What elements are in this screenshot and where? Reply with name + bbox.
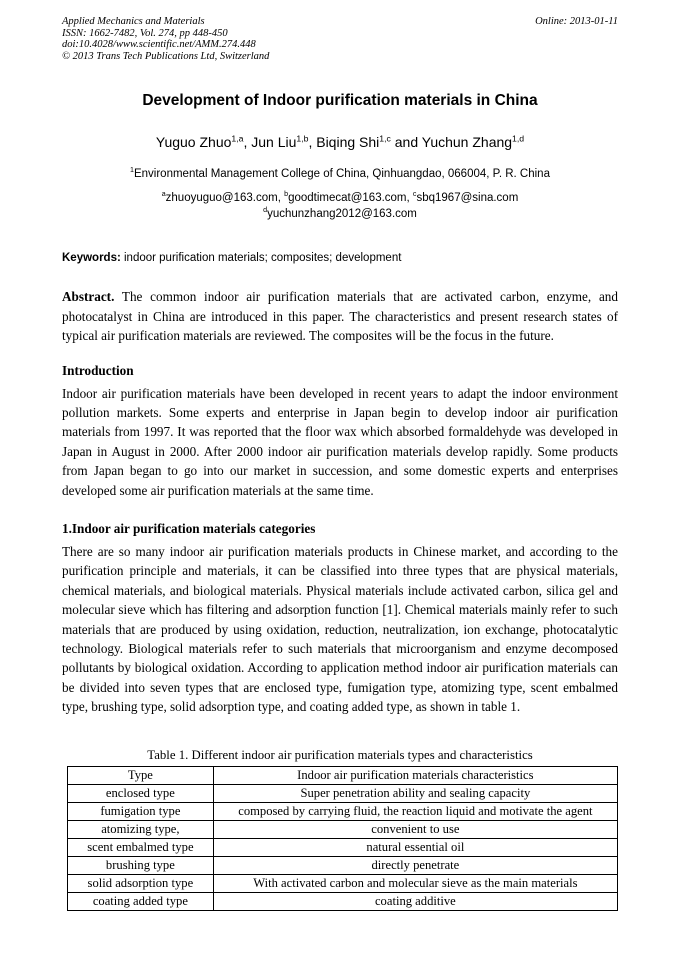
- keywords-text: indoor purification materials; composites; development: [120, 252, 402, 265]
- affiliation-sup: 1: [130, 166, 134, 175]
- paper-title: Development of Indoor purification materials in China: [142, 92, 538, 110]
- journal-doi: doi:10.4028/www.scientific.net/AMM.274.448: [62, 39, 256, 51]
- table-row: [68, 802, 618, 820]
- keywords-line: [62, 252, 618, 264]
- online-date: Online: 2013-01-11: [535, 16, 618, 27]
- keywords-label: Keywords:: [62, 252, 121, 265]
- email-sup: d: [263, 206, 268, 215]
- journal-copyright: © 2013 Trans Tech Publications Ltd, Switzerland: [62, 50, 270, 62]
- cell-characteristics: Super penetration ability and sealing capacity: [213, 784, 617, 802]
- email-address: zhuoyuguo@163.com,: [165, 192, 285, 205]
- cell-type: enclosed type: [68, 784, 214, 802]
- section-categories: [62, 521, 618, 717]
- email-address: yuchunzhang2012@163.com: [267, 208, 417, 221]
- abstract-label: Abstract.: [62, 289, 115, 305]
- emails-line-1: [62, 190, 618, 206]
- cell-characteristics: directly penetrate: [213, 856, 617, 874]
- author-name: Yuguo Zhuo: [155, 134, 232, 151]
- author-separator: and: [390, 134, 422, 151]
- cell-characteristics: coating additive: [213, 892, 617, 910]
- emails-line-2: [62, 206, 618, 222]
- abstract-text: The common indoor air purification materials that are activated carbon, enzyme, and photocatalyst in China are introduced in this paper. The characteristics and present research states of typical air purification materials are reviewed. The composites will be the focus in the future.: [62, 289, 618, 344]
- table-row: [68, 874, 618, 892]
- materials-table-body: [68, 766, 618, 910]
- cell-characteristics: With activated carbon and molecular sieve as the main materials: [213, 874, 617, 892]
- cell-characteristics: Indoor air purification materials characteristics: [213, 766, 617, 784]
- emails-block: [62, 190, 618, 222]
- authors-line: [62, 134, 618, 150]
- journal-header: [62, 16, 618, 62]
- cell-type: fumigation type: [68, 802, 214, 820]
- author-sup: 1,d: [512, 133, 525, 144]
- journal-name: Applied Mechanics and Materials: [62, 16, 205, 27]
- author-name: Jun Liu: [251, 134, 297, 151]
- author-sup: 1,c: [379, 133, 391, 144]
- table-caption: Table 1. Different indoor air purification materials types and characteristics: [147, 747, 533, 762]
- section-introduction: [62, 363, 618, 500]
- table-row: [68, 820, 618, 838]
- email-address: goodtimecat@163.com,: [288, 192, 413, 205]
- table-row: [68, 856, 618, 874]
- author-sup: 1,a: [231, 133, 244, 144]
- table-row: [68, 892, 618, 910]
- materials-table: [67, 766, 618, 911]
- table-header-row: [68, 766, 618, 784]
- email-sup: a: [161, 190, 166, 199]
- section-introduction-body: Indoor air purification materials have been developed in recent years to adapt the indoor environment pollution markets. Some experts and enterprise in Japan begin to develop indoor air purification materials from 1997. It was reported that the floor wax which absorbed formaldehyde was developed in Japan in August in 2000. After 2000 indoor air purification materials develop rapidly. Some products from Japan began to go into our market in succession, and some domestic experts and enterprises developed some air purification materials at the same time.: [62, 385, 618, 498]
- email-sup: b: [284, 190, 289, 199]
- journal-header-left: [62, 16, 269, 62]
- cell-type: coating added type: [68, 892, 214, 910]
- cell-type: brushing type: [68, 856, 214, 874]
- author-separator: ,: [243, 134, 252, 151]
- email-address: sbq1967@sina.com: [416, 192, 519, 205]
- cell-characteristics: natural essential oil: [213, 838, 617, 856]
- author-sup: 1,b: [296, 133, 309, 144]
- email-sup: c: [412, 190, 417, 199]
- cell-characteristics: convenient to use: [213, 820, 617, 838]
- cell-type: solid adsorption type: [68, 874, 214, 892]
- section-introduction-heading: Introduction: [62, 362, 134, 378]
- author-separator: ,: [308, 134, 317, 151]
- journal-issn: ISSN: 1662-7482, Vol. 274, pp 448-450: [62, 27, 228, 39]
- affiliation-text: Environmental Management College of China, Qinhuangdao, 066004, P. R. China: [133, 168, 550, 181]
- cell-characteristics: composed by carrying fluid, the reaction liquid and motivate the agent: [213, 802, 617, 820]
- table-row: [68, 784, 618, 802]
- abstract-paragraph: [62, 287, 618, 345]
- cell-type: atomizing type,: [68, 820, 214, 838]
- author-name: Biqing Shi: [316, 134, 380, 151]
- section-categories-body: There are so many indoor air purification materials products in Chinese market, and according to the purification principle and materials, it can be classified into three types that are physical materials, chemical materials, and biological materials. Physical materials include activated carbon, silica gel and molecular sieve which has filtering and adsorption function [1]. Chemical materials mainly refer to such materials that are produced by using oxidation, reduction, neutralization, ion exchange, photocatalytic technology. Biological materials refer to such materials that microorganism and enzyme decomposed pollutants by biological oxidation. According to application method indoor air purification materials can be divided into seven types that are enclosed type, fumigation type, atomizing type, scent embalmed type, brushing type, solid adsorption type, and coating added type, as shown in table 1.: [62, 544, 618, 715]
- table-row: [68, 838, 618, 856]
- cell-type: Type: [68, 766, 214, 784]
- affiliation-line: [62, 168, 618, 180]
- section-categories-heading: 1.Indoor air purification materials categories: [62, 521, 316, 537]
- cell-type: scent embalmed type: [68, 838, 214, 856]
- author-name: Yuchun Zhang: [421, 134, 513, 151]
